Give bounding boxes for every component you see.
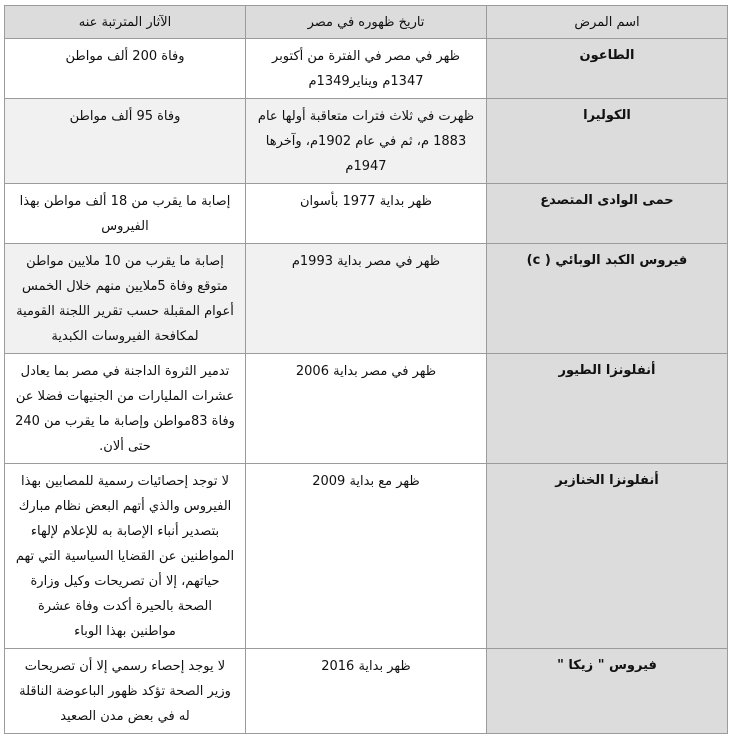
date-cell: ظهر بداية 1977 بأسوان (246, 184, 487, 244)
table-row (5, 354, 728, 464)
date-cell: ظهر بداية 2016 (246, 649, 487, 734)
table-header-row (5, 6, 728, 39)
effects-cell: إصابة ما يقرب من 10 ملايين مواطن متوقع وفاة 5ملايين منهم خلال الخمس أعوام المقبلة حسب تقرير اللجنة القومية لمكافحة الفيروسات الكبدية (5, 244, 246, 354)
disease-cell: أنفلونزا الطيور (487, 354, 728, 464)
date-cell: ظهر مع بداية 2009 (246, 464, 487, 649)
table-row (5, 649, 728, 734)
disease-cell: حمى الوادى المتصدع (487, 184, 728, 244)
effects-cell: تدمير الثروة الداجنة في مصر بما يعادل عشرات المليارات من الجنيهات فضلا عن وفاة 83مواطن وإصابة ما يقرب من 240 حتى ألان. (5, 354, 246, 464)
header-disease: اسم المرض (487, 6, 728, 39)
effects-cell: وفاة 95 ألف مواطن (5, 99, 246, 184)
disease-cell: أنفلونزا الخنازير (487, 464, 728, 649)
date-cell: ظهرت في ثلاث فترات متعاقبة أولها عام 1883 م، ثم في عام 1902م، وآخرها 1947م (246, 99, 487, 184)
effects-cell: وفاة 200 ألف مواطن (5, 39, 246, 99)
date-cell: ظهر في مصر بداية 1993م (246, 244, 487, 354)
diseases-table (4, 5, 728, 734)
date-cell: ظهر في مصر في الفترة من أكتوبر 1347م ويناير1349م (246, 39, 487, 99)
disease-cell: الكوليرا (487, 99, 728, 184)
date-cell: ظهر في مصر بداية 2006 (246, 354, 487, 464)
header-date: تاريخ ظهوره في مصر (246, 6, 487, 39)
table-row (5, 39, 728, 99)
disease-cell: الطاعون (487, 39, 728, 99)
effects-cell: لا يوجد إحصاء رسمي إلا أن تصريحات وزير الصحة تؤكد ظهور الباعوضة الناقلة له في بعض مدن الصعيد (5, 649, 246, 734)
header-effects: الآثار المترتبة عنه (5, 6, 246, 39)
table-row (5, 464, 728, 649)
effects-cell: لا توجد إحصائيات رسمية للمصابين بهذا الفيروس والذي أتهم البعض نظام مبارك بتصدير أنباء الإصابة به للإعلام لإلهاء المواطنين عن القضايا السياسية التي تهم حياتهم، إلا أن تصريحات وكيل وزارة الصحة بالحيرة أكدت وفاة عشرة مواطنين بهذا الوباء (5, 464, 246, 649)
disease-cell: فيروس الكبد الوبائي ( c) (487, 244, 728, 354)
effects-cell: إصابة ما يقرب من 18 ألف مواطن بهذا الفيروس (5, 184, 246, 244)
table-row (5, 244, 728, 354)
table-row (5, 184, 728, 244)
table-row (5, 99, 728, 184)
disease-cell: فيروس " زيكا " (487, 649, 728, 734)
